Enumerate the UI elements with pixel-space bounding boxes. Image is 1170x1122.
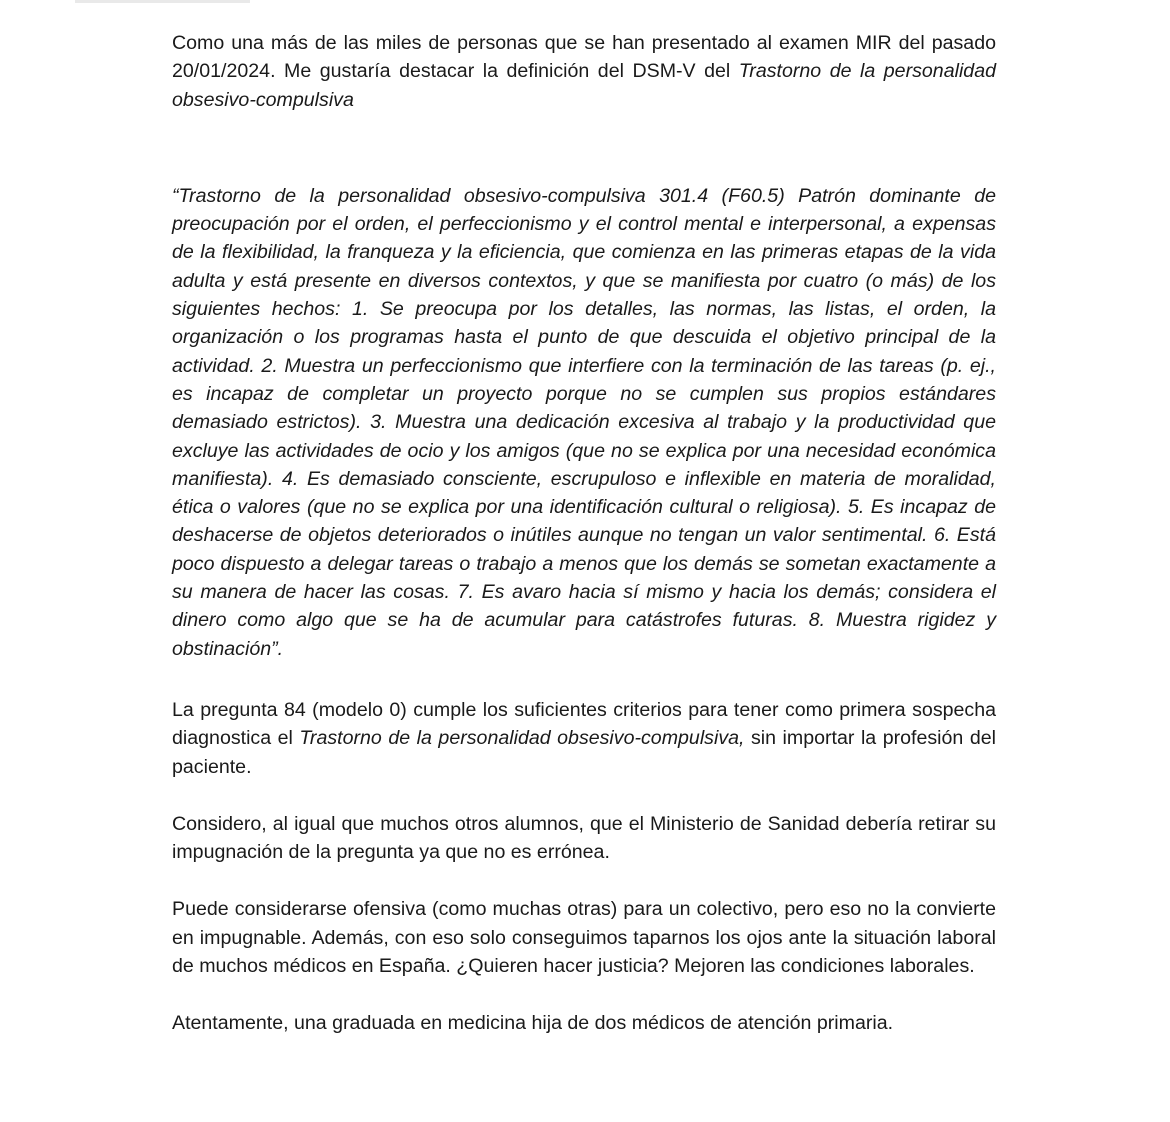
offensive-paragraph: Puede considerarse ofensiva (como muchas otras) para un colectivo, pero eso no la convierte en impugnable. Además, con eso solo conseguimos taparnos los ojos ante la situación laboral de muchos médicos en España. ¿Quieren hacer justicia? Mejoren las condiciones laborales. bbox=[172, 898, 996, 978]
document-page bbox=[172, 29, 996, 1038]
question-text-before: La pregunta 84 (modelo 0) cumple los suficientes criterios para tener como primera sospecha diagnostica el bbox=[172, 698, 996, 750]
question-italic-term: Trastorno de la personalidad obsesivo-compulsiva, bbox=[299, 727, 745, 750]
intro-text: Como una más de las miles de personas que se han presentado al examen MIR del pasado 20/01/2024. Me gustaría destacar la definición del DSM-V del bbox=[172, 32, 996, 83]
dsm-quote-paragraph: “Trastorno de la personalidad obsesivo-compulsiva 301.4 (F60.5) Patrón dominante de preocupación por el orden, el perfeccionismo y el control mental e interpersonal, a expensas de la flexibilidad, la franqueza y la eficiencia, que comienza en las primeras etapas de la vida adulta y está presente en diversos contextos, y que se manifiesta por cuatro (o más) de los siguientes hechos: 1. Se preocupa por los detalles, las normas, las listas, el orden, la organización o los programas hasta el punto de que descuida el objetivo principal de la actividad. 2. Muestra un perfeccionismo que interfiere con la terminación de las tareas (p. ej., es incapaz de completar un proyecto porque no se cumplen sus propios estándares demasiado estrictos). 3. Muestra una dedicación excesiva al trabajo y la productividad que excluye las actividades de ocio y los amigos (que no se explica por una necesidad económica manifiesta). 4. Es demasiado consciente, escrupuloso e inflexible en materia de moralidad, ética o valores (que no se explica por una identificación cultural o religiosa). 5. Es incapaz de deshacerse de objetos deteriorados o inútiles aunque no tengan un valor sentimental. 6. Está poco dispuesto a delegar tareas o trabajo a menos que los demás se sometan exactamente a su manera de hacer las cosas. 7. Es avaro hacia sí mismo y hacia los demás; considera el dinero como algo que se ha de acumular para catástrofes futuras. 8. Muestra rigidez y obstinación”. bbox=[172, 184, 996, 660]
top-edge-strip bbox=[75, 0, 250, 3]
intro-paragraph bbox=[172, 29, 996, 114]
intro-italic-term: Trastorno de la personalidad obsesivo-compulsiva bbox=[172, 60, 996, 111]
closing-paragraph: Atentamente, una graduada en medicina hija de dos médicos de atención primaria. bbox=[172, 1012, 894, 1035]
consider-paragraph: Considero, al igual que muchos otros alumnos, que el Ministerio de Sanidad debería retirar su impugnación de la pregunta ya que no es errónea. bbox=[172, 812, 996, 864]
question-paragraph bbox=[172, 696, 996, 781]
question-text-after: sin importar la profesión del paciente. bbox=[172, 727, 996, 778]
